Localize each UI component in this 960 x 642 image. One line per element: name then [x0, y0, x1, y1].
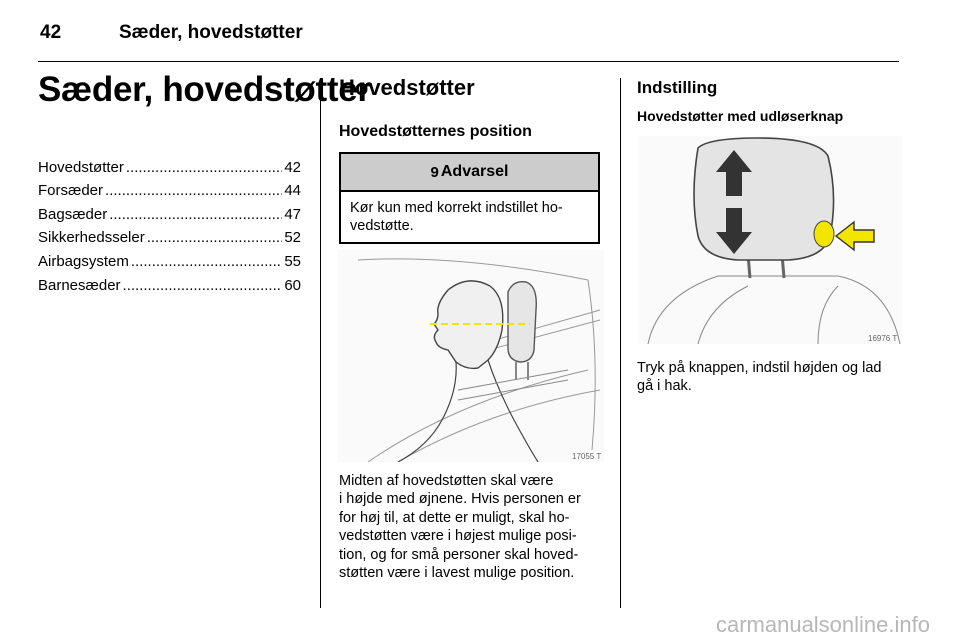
- toc-page: 44: [284, 182, 301, 200]
- warning-box: [339, 152, 600, 244]
- toc-item[interactable]: [38, 176, 301, 200]
- toc-label: Airbagsystem: [38, 252, 129, 270]
- release-button: [814, 221, 834, 247]
- toc-item[interactable]: [38, 152, 301, 176]
- adjust-paragraph: Tryk på knappen, indstil højden og lad gå i hak.: [637, 360, 882, 395]
- section-subtitle: Hovedstøtternes position: [339, 123, 532, 140]
- toc-page: 52: [284, 229, 301, 247]
- warning-header: [341, 154, 598, 192]
- adjustment-subtitle: Hovedstøtter med udløserknap: [637, 108, 844, 124]
- chapter-title: Sæder, hovedstøtter: [38, 70, 371, 109]
- warning-triangle-icon: 9: [430, 163, 439, 181]
- warning-text: Kør kun med korrekt indstillet hovedstøtte.: [350, 200, 563, 234]
- toc-item[interactable]: [38, 246, 301, 270]
- toc-page: 47: [284, 205, 301, 223]
- watermark: carmanualsonline.info: [715, 612, 930, 637]
- table-of-contents: [38, 152, 301, 294]
- toc-label: Bagsæder: [38, 205, 108, 223]
- toc-item[interactable]: [38, 270, 301, 294]
- toc-item[interactable]: [38, 199, 301, 223]
- toc-page: 60: [284, 276, 301, 294]
- toc-label: Barnesæder: [38, 276, 121, 294]
- headrest-shape: [508, 282, 536, 362]
- image-code: 16976 T: [868, 334, 898, 343]
- running-title: Sæder, hovedstøtter: [119, 22, 303, 43]
- position-paragraph: Midten af hovedstøtten skal være i højde med øjnene. Hvis personen er for høj til, at dette er muligt, skal ho- vedstøtten være i højest mulige posi- tion, og for små personer skal hoved- støtten være i lavest mulige position.: [339, 473, 581, 582]
- warning-title: Advarsel: [440, 163, 509, 180]
- column-divider-1: [320, 78, 321, 608]
- toc-page: 55: [284, 252, 301, 270]
- toc-label: Forsæder: [38, 182, 104, 200]
- section-title: Hovedstøtter: [339, 75, 475, 100]
- toc-page: 42: [284, 158, 301, 176]
- header-rule: [38, 61, 899, 62]
- toc-label: Hovedstøtter: [38, 158, 124, 176]
- column-divider-2: [620, 78, 621, 608]
- page-number: 42: [40, 22, 62, 43]
- image-code: 17055 T: [572, 452, 602, 461]
- headrest-button-illustration: [638, 136, 902, 344]
- headrest-shape: [694, 138, 834, 260]
- toc-item[interactable]: [38, 223, 301, 247]
- toc-label: Sikkerhedsseler: [38, 229, 145, 247]
- adjustment-title: Indstilling: [637, 78, 718, 97]
- headrest-position-illustration: [338, 250, 604, 462]
